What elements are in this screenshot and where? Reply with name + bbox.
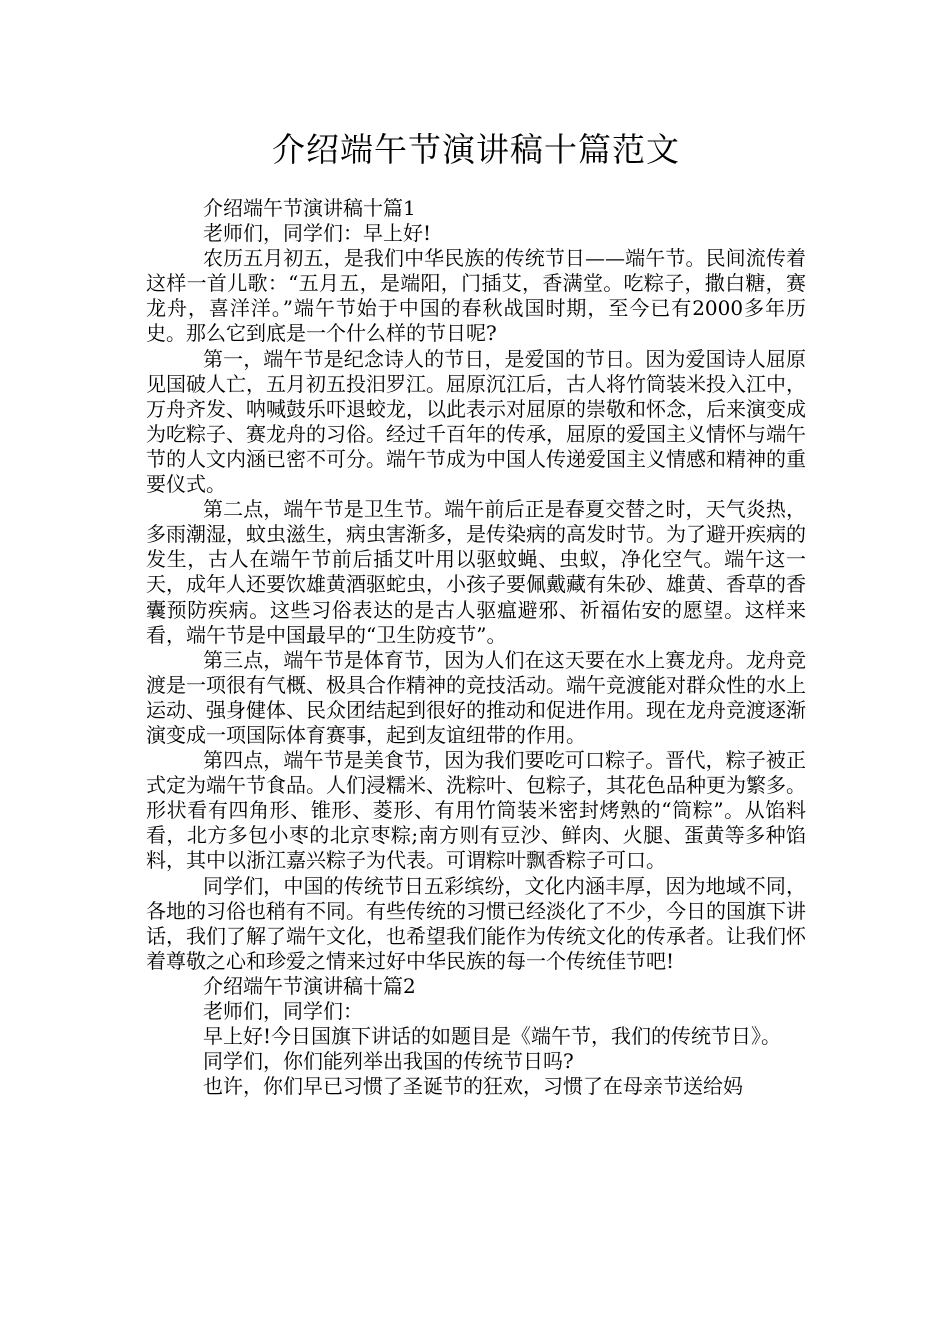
paragraph-continuation-2: 也许，你们早已习惯了圣诞节的狂欢，习惯了在母亲节送给妈 xyxy=(203,1074,743,1099)
section-heading-2: 介绍端午节演讲稿十篇2 xyxy=(203,973,416,998)
paragraph-greeting-2: 老师们，同学们： xyxy=(203,999,363,1023)
paragraph-point-three: 第三点，端午节是体育节，因为人们在这天要在水上赛龙舟。龙舟竞渡是一项很有气概、极具合作精神的竞技活动。端午竞渡能对群众性的水上运动、强身健体、民众团结起到很好的推动和促进作用。现在龙舟竞渡逐渐演变成一项国际体育赛事，起到友谊纽带的作用。 xyxy=(146,647,806,747)
paragraph-greeting: 老师们，同学们：早上好! xyxy=(203,221,432,246)
paragraph-intro: 农历五月初五，是我们中华民族的传统节日——端午节。民间流传着这样一首儿歌：“五月五，是端阳，门插艾，香满堂。吃粽子，撒白糖，赛龙舟，喜洋洋。”端午节始于中国的春秋战国时期，至今已有2000多年历史。那么它到底是一个什么样的节日呢? xyxy=(146,246,806,346)
section-heading-1: 介绍端午节演讲稿十篇1 xyxy=(203,196,416,220)
paragraph-conclusion: 同学们，中国的传统节日五彩缤纷，文化内涵丰厚，因为地域不同，各地的习俗也稍有不同。有些传统的习惯已经淡化了不少，今日的国旗下讲话，我们了解了端午文化，也希望我们能作为传统文化的传承者。让我们怀着尊敬之心和珍爱之情来过好中华民族的每一个传统佳节吧! xyxy=(146,873,806,973)
document-title: 介绍端午节演讲稿十篇范文 xyxy=(272,130,680,169)
document-page xyxy=(146,124,806,1099)
paragraph-point-four: 第四点，端午节是美食节，因为我们要吃可口粽子。晋代，粽子被正式定为端午节食品。人们浸糯米、洗粽叶、包粽子，其花色品种更为繁多。形状看有四角形、锥形、菱形、有用竹筒装米密封烤熟的“筒粽”。从馅料看，北方多包小枣的北京枣粽;南方则有豆沙、鲜肉、火腿、蛋黄等多种馅料，其中以浙江嘉兴粽子为代表。可谓粽叶飘香粽子可口。 xyxy=(146,748,806,873)
paragraph-question-2: 同学们，你们能列举出我国的传统节日吗? xyxy=(203,1049,574,1074)
paragraph-opening-2: 早上好!今日国旗下讲话的如题目是《端午节，我们的传统节日》。 xyxy=(203,1024,782,1049)
paragraph-point-one: 第一，端午节是纪念诗人的节日，是爱国的节日。因为爱国诗人屈原见国破人亡，五月初五投汨罗江。屈原沉江后，古人将竹筒装米投入江中，万舟齐发、呐喊鼓乐吓退蛟龙，以此表示对屈原的崇敬和怀念，后来演变成为吃粽子、赛龙舟的习俗。经过千百年的传承，屈原的爱国主义情怀与端午节的人文内涵已密不可分。端午节成为中国人传递爱国主义情感和精神的重要仪式。 xyxy=(146,346,806,497)
paragraph-point-two: 第二点，端午节是卫生节。端午前后正是春夏交替之时，天气炎热，多雨潮湿，蚊虫滋生，病虫害渐多，是传染病的高发时节。为了避开疾病的发生，古人在端午节前后插艾叶用以驱蚊蝇、虫蚁，净化空气。端午这一天，成年人还要饮雄黄酒驱蛇虫，小孩子要佩戴藏有朱砂、雄黄、香草的香囊预防疾病。这些习俗表达的是古人驱瘟避邪、祈福佑安的愿望。这样来看，端午节是中国最早的“卫生防疫节”。 xyxy=(146,497,806,647)
